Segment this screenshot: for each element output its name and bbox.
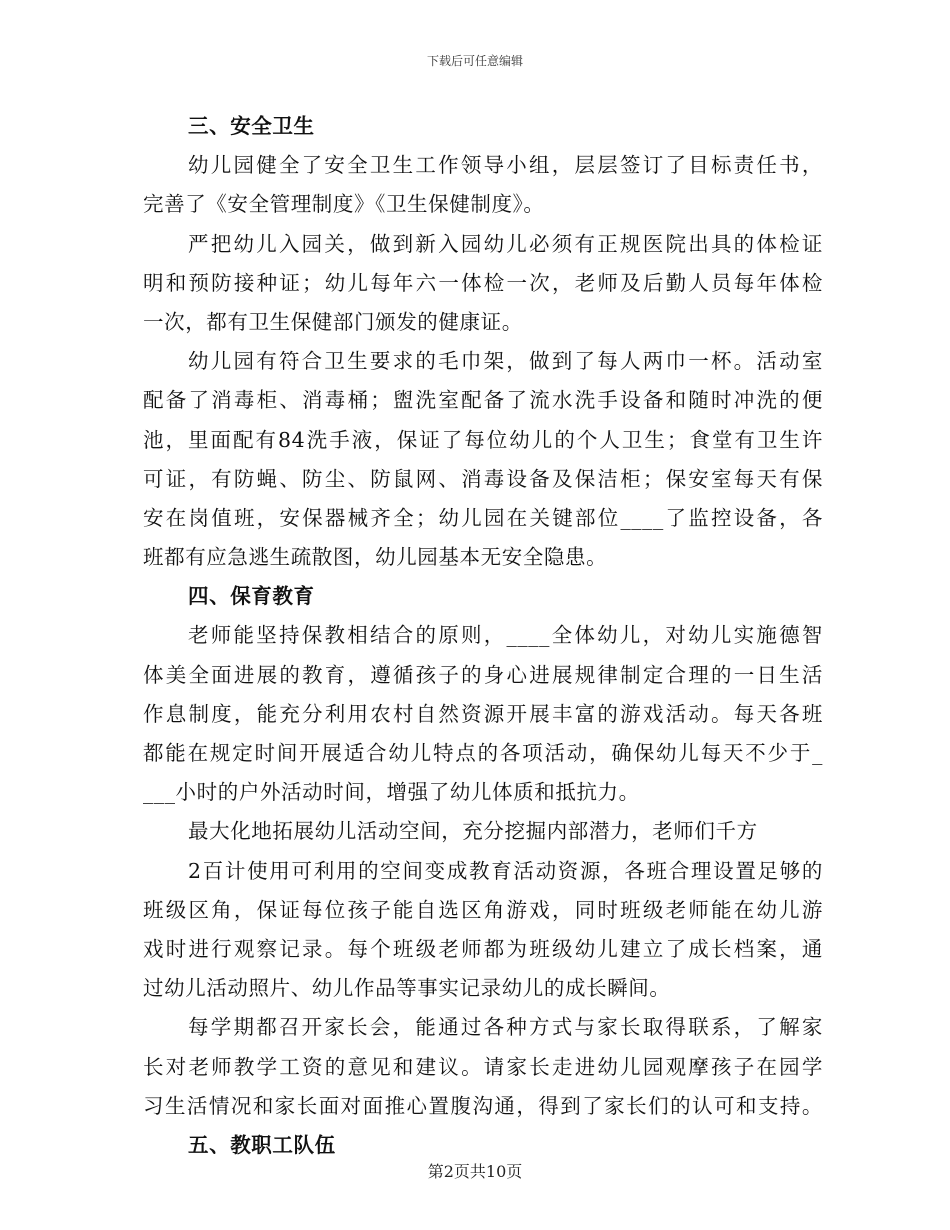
paragraph-line: 都能在规定时间开展适合幼儿特点的各项活动，确保幼儿每天不少于_ [143, 741, 823, 765]
paragraph-line: ___小时的户外活动时间，增强了幼儿体质和抵抗力。 [143, 780, 640, 805]
paragraph-line: 老师能坚持保教相结合的原则，____全体幼儿，对幼儿实施德智 [188, 623, 823, 648]
section-heading: 三、安全卫生 [188, 114, 315, 138]
paragraph-line: 完善了《安全管理制度》《卫生保健制度》。 [143, 192, 545, 217]
paragraph-line: 最大化地拓展幼儿活动空间，充分挖掘内部潜力，老师们千方 [188, 819, 758, 844]
paragraph-line: 戏时进行观察记录。每个班级老师都为班级幼儿建立了成长档案，通 [143, 936, 823, 961]
paragraph-line: 班都有应急逃生疏散图，幼儿园基本无安全隐患。 [143, 545, 608, 570]
section-heading: 四、保育教育 [188, 584, 315, 609]
paragraph-line: 幼儿园健全了安全卫生工作领导小组，层层签订了目标责任书， [188, 153, 823, 178]
paragraph-line: 过幼儿活动照片、幼儿作品等事实记录幼儿的成长瞬间。 [143, 976, 671, 1001]
page-number: 第2页共10页 [427, 1162, 523, 1181]
paragraph-line: 班级区角，保证每位孩子能自选区角游戏，同时班级老师能在幼儿游 [143, 897, 823, 922]
paragraph-line: 池，里面配有84洗手液，保证了每位幼儿的个人卫生；食堂有卫生许 [143, 427, 823, 452]
paragraph-line: 习生活情况和家长面对面推心置腹沟通，得到了家长们的认可和支持。 [143, 1093, 823, 1118]
paragraph-line: 长对老师教学工资的意见和建议。请家长走进幼儿园观摩孩子在园学 [143, 1054, 823, 1079]
paragraph-line: 每学期都召开家长会，能通过各种方式与家长取得联系，了解家 [188, 1015, 823, 1040]
section-heading: 五、教职工队伍 [188, 1132, 336, 1157]
document-body [143, 107, 823, 1165]
paragraph-line: 安在岗值班，安保器械齐全；幼儿园在关键部位____了监控设备，各 [143, 505, 823, 530]
paragraph-line: 严把幼儿入园关，做到新入园幼儿必须有正规医院出具的体检证 [188, 231, 823, 256]
paragraph-line: 2百计使用可利用的空间变成教育活动资源，各班合理设置足够的 [188, 858, 823, 883]
paragraph-line: 可证，有防蝇、防尘、防鼠网、消毒设备及保洁柜；保安室每天有保 [143, 466, 823, 491]
paragraph-line: 一次，都有卫生保健部门颁发的健康证。 [143, 309, 523, 334]
paragraph-line: 幼儿园有符合卫生要求的毛巾架，做到了每人两巾一杯。活动室 [188, 349, 823, 374]
paragraph-line: 作息制度，能充分利用农村自然资源开展丰富的游戏活动。每天各班 [143, 701, 823, 726]
paragraph-line: 体美全面进展的教育，遵循孩子的身心进展规律制定合理的一日生活 [143, 662, 823, 687]
page-header-note: 下载后可任意编辑 [426, 54, 523, 68]
paragraph-line: 明和预防接种证；幼儿每年六一体检一次，老师及后勤人员每年体检 [143, 270, 823, 295]
paragraph-line: 配备了消毒柜、消毒桶；盥洗室配备了流水洗手设备和随时冲洗的便 [143, 388, 823, 413]
